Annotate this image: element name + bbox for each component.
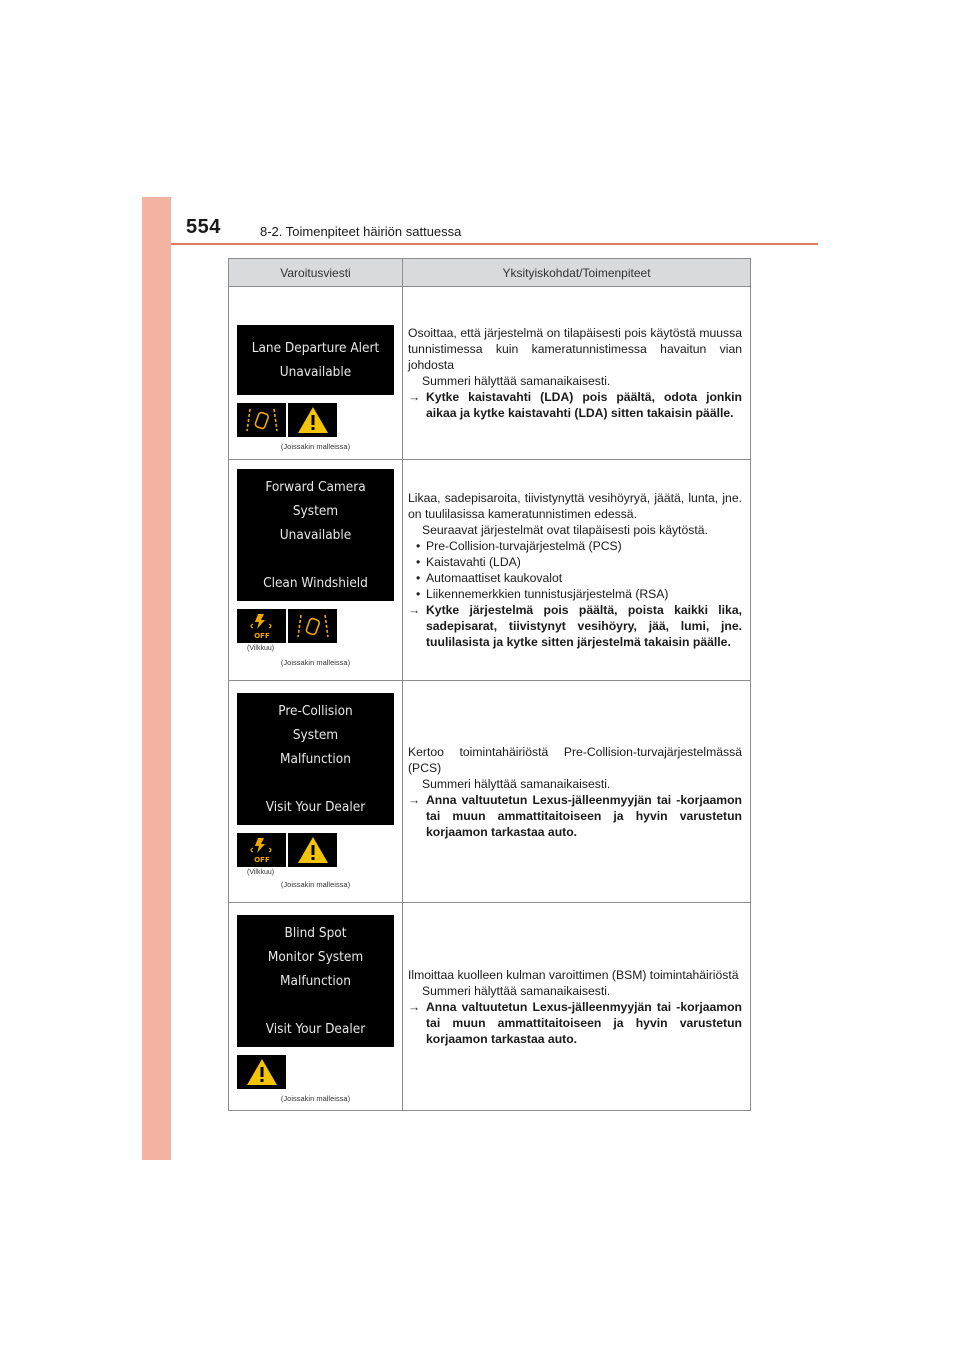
display-gap: [237, 771, 394, 795]
models-note: (Joissakin malleissa): [280, 880, 351, 889]
arrow-icon: →: [408, 792, 421, 807]
blink-label: (Vilkkuu): [247, 645, 275, 652]
action-text: [408, 389, 742, 421]
description: Ilmoittaa kuolleen kulman varoittimen (BSM) toimintahäiriöstä: [408, 967, 739, 982]
page-number: 554: [186, 216, 221, 238]
blink-label: (Vilkkuu): [247, 869, 275, 876]
message-cell: [229, 287, 403, 460]
display-line: System: [292, 727, 339, 743]
table-row: [229, 287, 751, 460]
description: Likaa, sadepisaroita, tiivistynyttä vesihöyryä, jäätä, lunta, jne. on tuulilasissa kameratunnistimen edessä.: [408, 491, 742, 521]
action-label: Anna valtuutetun Lexus-jälleenmyyjän tai -korjaamon tai muun ammattitaitoiseen ja hyvin varustetun korjaamon tarkastaa auto.: [426, 999, 742, 1046]
pcs-off-icon: [237, 833, 286, 867]
section-title: 8-2. Toimenpiteet häiriön sattuessa: [260, 224, 462, 239]
warning-triangle-icon: [288, 403, 337, 437]
column-header-details: Yksityiskohdat/Toimenpiteet: [403, 259, 751, 287]
display-gap: [237, 547, 394, 571]
arrow-icon: →: [408, 603, 421, 617]
side-strip: [142, 197, 171, 1160]
display-line: Pre-Collision: [278, 703, 353, 719]
models-note: (Joissakin malleissa): [280, 1094, 351, 1103]
table-row: [229, 460, 751, 681]
column-header-message: Varoitusviesti: [229, 259, 403, 287]
warning-table: [228, 258, 751, 1111]
models-note: (Joissakin malleissa): [280, 658, 351, 667]
action-label: Anna valtuutetun Lexus-jälleenmyyjän tai -korjaamon tai muun ammattitaitoiseen ja hyvin varustetun korjaamon tarkastaa auto.: [426, 792, 742, 839]
header-rule: [171, 243, 818, 245]
display-lane-departure-unavailable: [237, 325, 394, 395]
arrow-icon: →: [408, 999, 421, 1014]
table-header-row: [229, 259, 751, 287]
sub-note: Seuraavat järjestelmät ovat tilapäisesti pois käytöstä.: [422, 523, 708, 537]
table-row: [229, 903, 751, 1111]
action-label: Kytke järjestelmä pois päältä, poista kaikki lika, sadepisarat, tiivistynyt vesihöyry, jää, lumi, jne. tuulilasista ja kytke sitten järjestelmä takaisin päälle.: [426, 603, 742, 649]
sub-note: Summeri hälyttää samanaikaisesti.: [422, 374, 611, 388]
bullet-item: • Kaistavahti (LDA): [408, 554, 742, 570]
message-cell: [229, 903, 403, 1111]
action-text: [408, 602, 742, 650]
lane-departure-icon: [288, 609, 337, 643]
display-bsm-malfunction: [237, 915, 394, 1047]
display-forward-camera-unavailable: [237, 469, 394, 601]
details-cell: [403, 287, 751, 460]
arrow-icon: →: [408, 390, 421, 404]
message-cell: [229, 460, 403, 681]
display-line: Unavailable: [279, 364, 352, 380]
action-text: [408, 999, 742, 1047]
indicator-icons: [237, 403, 402, 437]
display-line: System: [292, 503, 339, 519]
display-line: Monitor System: [267, 949, 364, 965]
details-cell: [403, 460, 751, 681]
display-line: Malfunction: [280, 751, 351, 767]
display-pcs-malfunction: [237, 693, 394, 825]
display-line: Malfunction: [280, 973, 351, 989]
sub-note: Summeri hälyttää samanaikaisesti.: [422, 983, 611, 998]
action-text: [408, 792, 742, 840]
models-note: (Joissakin malleissa): [280, 442, 351, 451]
details-cell: [403, 681, 751, 903]
description: Osoittaa, että järjestelmä on tilapäisesti pois käytöstä muussa tunnistimessa kuin kameratunnistimessa havaitun vian johdosta: [408, 326, 742, 372]
display-line: Visit Your Dealer: [265, 799, 366, 815]
warning-triangle-icon: [288, 833, 337, 867]
display-line: Blind Spot: [284, 925, 347, 941]
bullet-item: • Pre-Collision-turvajärjestelmä (PCS): [408, 538, 742, 554]
details-cell: [403, 903, 751, 1111]
display-line: Forward Camera: [265, 479, 366, 495]
message-cell: [229, 681, 403, 903]
bullet-item: • Automaattiset kaukovalot: [408, 570, 742, 586]
indicator-icons: [237, 1055, 402, 1089]
display-line: Unavailable: [279, 527, 352, 543]
display-line: Visit Your Dealer: [265, 1021, 366, 1037]
indicator-icons: [237, 833, 402, 867]
lane-departure-icon: [237, 403, 286, 437]
warning-triangle-icon: [237, 1055, 286, 1089]
description: Kertoo toimintahäiriöstä Pre-Collision-turvajärjestelmässä (PCS): [408, 744, 742, 775]
sub-note: Summeri hälyttää samanaikaisesti.: [422, 776, 611, 791]
display-line: Clean Windshield: [263, 575, 368, 591]
bullet-item: • Liikennemerkkien tunnistusjärjestelmä (RSA): [408, 586, 742, 602]
svg-text:OFF: OFF: [253, 632, 270, 640]
table-row: [229, 681, 751, 903]
pcs-off-icon: [237, 609, 286, 643]
display-gap: [237, 993, 394, 1017]
indicator-icons: [237, 609, 402, 643]
display-line: Lane Departure Alert: [251, 340, 380, 356]
action-label: Kytke kaistavahti (LDA) pois päältä, odota jonkin aikaa ja kytke kaistavahti (LDA) sitten takaisin päälle.: [426, 390, 742, 420]
svg-text:OFF: OFF: [253, 856, 270, 864]
